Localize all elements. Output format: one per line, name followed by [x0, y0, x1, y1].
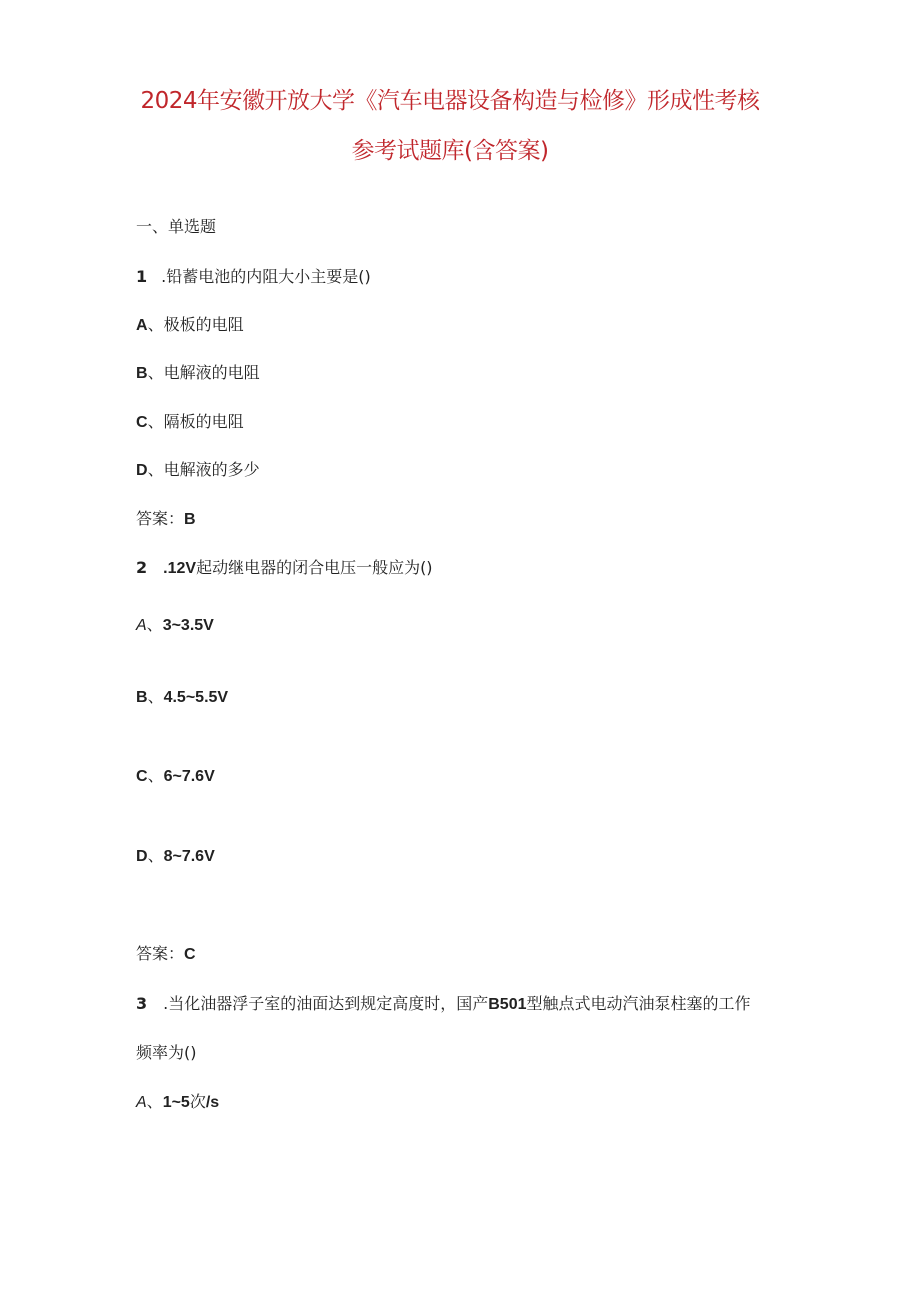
question-3-line-2: 频率为()	[136, 1043, 197, 1062]
option-text: 6~7.6V	[163, 768, 215, 785]
option-b	[136, 362, 260, 385]
question-text-model: B501	[488, 996, 527, 1013]
option-separator: 、	[147, 846, 164, 865]
question-number: 3	[136, 994, 148, 1013]
option-letter: B	[136, 365, 148, 382]
option-separator: 、	[147, 412, 164, 431]
answer-value: B	[184, 511, 196, 528]
answer-value: C	[184, 946, 196, 963]
option-text: 极板的电阻	[163, 315, 244, 334]
option-text-unit-word: 次	[189, 1092, 206, 1111]
answer-1	[136, 508, 196, 531]
option-c	[136, 765, 215, 788]
option-text: 8~7.6V	[163, 848, 215, 865]
option-separator: 、	[147, 315, 164, 334]
question-3	[136, 993, 751, 1016]
option-separator: 、	[147, 687, 164, 706]
question-text: 起动继电器的闭合电压一般应为()	[196, 558, 433, 577]
option-letter: A	[136, 617, 147, 634]
option-separator: 、	[146, 1092, 163, 1111]
option-letter: D	[136, 462, 148, 479]
option-letter: A	[136, 1094, 147, 1111]
question-text-part-1: .当化油器浮子室的油面达到规定高度时，国产	[163, 994, 489, 1013]
answer-2	[136, 943, 196, 966]
option-text: 隔板的电阻	[163, 412, 244, 431]
answer-label: 答案：	[136, 944, 185, 963]
option-d	[136, 845, 215, 868]
option-letter: C	[136, 414, 148, 431]
option-text: 电解液的多少	[163, 460, 260, 479]
option-letter: C	[136, 768, 148, 785]
option-a	[136, 314, 244, 337]
option-b	[136, 686, 228, 709]
option-separator: 、	[147, 460, 164, 479]
document-title-line-1: 2024年安徽开放大学《汽车电器设备构造与检修》形成性考核	[140, 88, 760, 114]
question-number: 1	[136, 267, 148, 286]
document-title-line-2: 参考试题库(含答案)	[351, 138, 549, 164]
question-text-part-2: 型触点式电动汽油泵柱塞的工作	[526, 994, 751, 1013]
option-separator: 、	[147, 766, 164, 785]
option-a	[136, 614, 214, 637]
option-letter: A	[136, 317, 148, 334]
option-text: 电解液的电阻	[163, 363, 260, 382]
option-c	[136, 411, 244, 434]
option-text-range: 1~5	[162, 1094, 190, 1111]
option-text-unit: /s	[205, 1094, 220, 1111]
answer-label: 答案：	[136, 509, 185, 528]
option-text: 3~3.5V	[162, 617, 214, 634]
option-text: 4.5~5.5V	[163, 689, 229, 706]
question-1	[136, 266, 371, 288]
question-number: 2	[136, 558, 148, 577]
option-d	[136, 459, 260, 482]
option-letter: D	[136, 848, 148, 865]
option-letter: B	[136, 689, 148, 706]
question-text: .铅蓄电池的内阻大小主要是()	[161, 267, 371, 286]
question-text-prefix: .12V	[163, 560, 197, 577]
option-separator: 、	[147, 363, 164, 382]
question-2	[136, 557, 433, 580]
option-separator: 、	[146, 615, 163, 634]
option-a	[136, 1091, 219, 1114]
section-heading: 一、单选题	[136, 217, 217, 236]
